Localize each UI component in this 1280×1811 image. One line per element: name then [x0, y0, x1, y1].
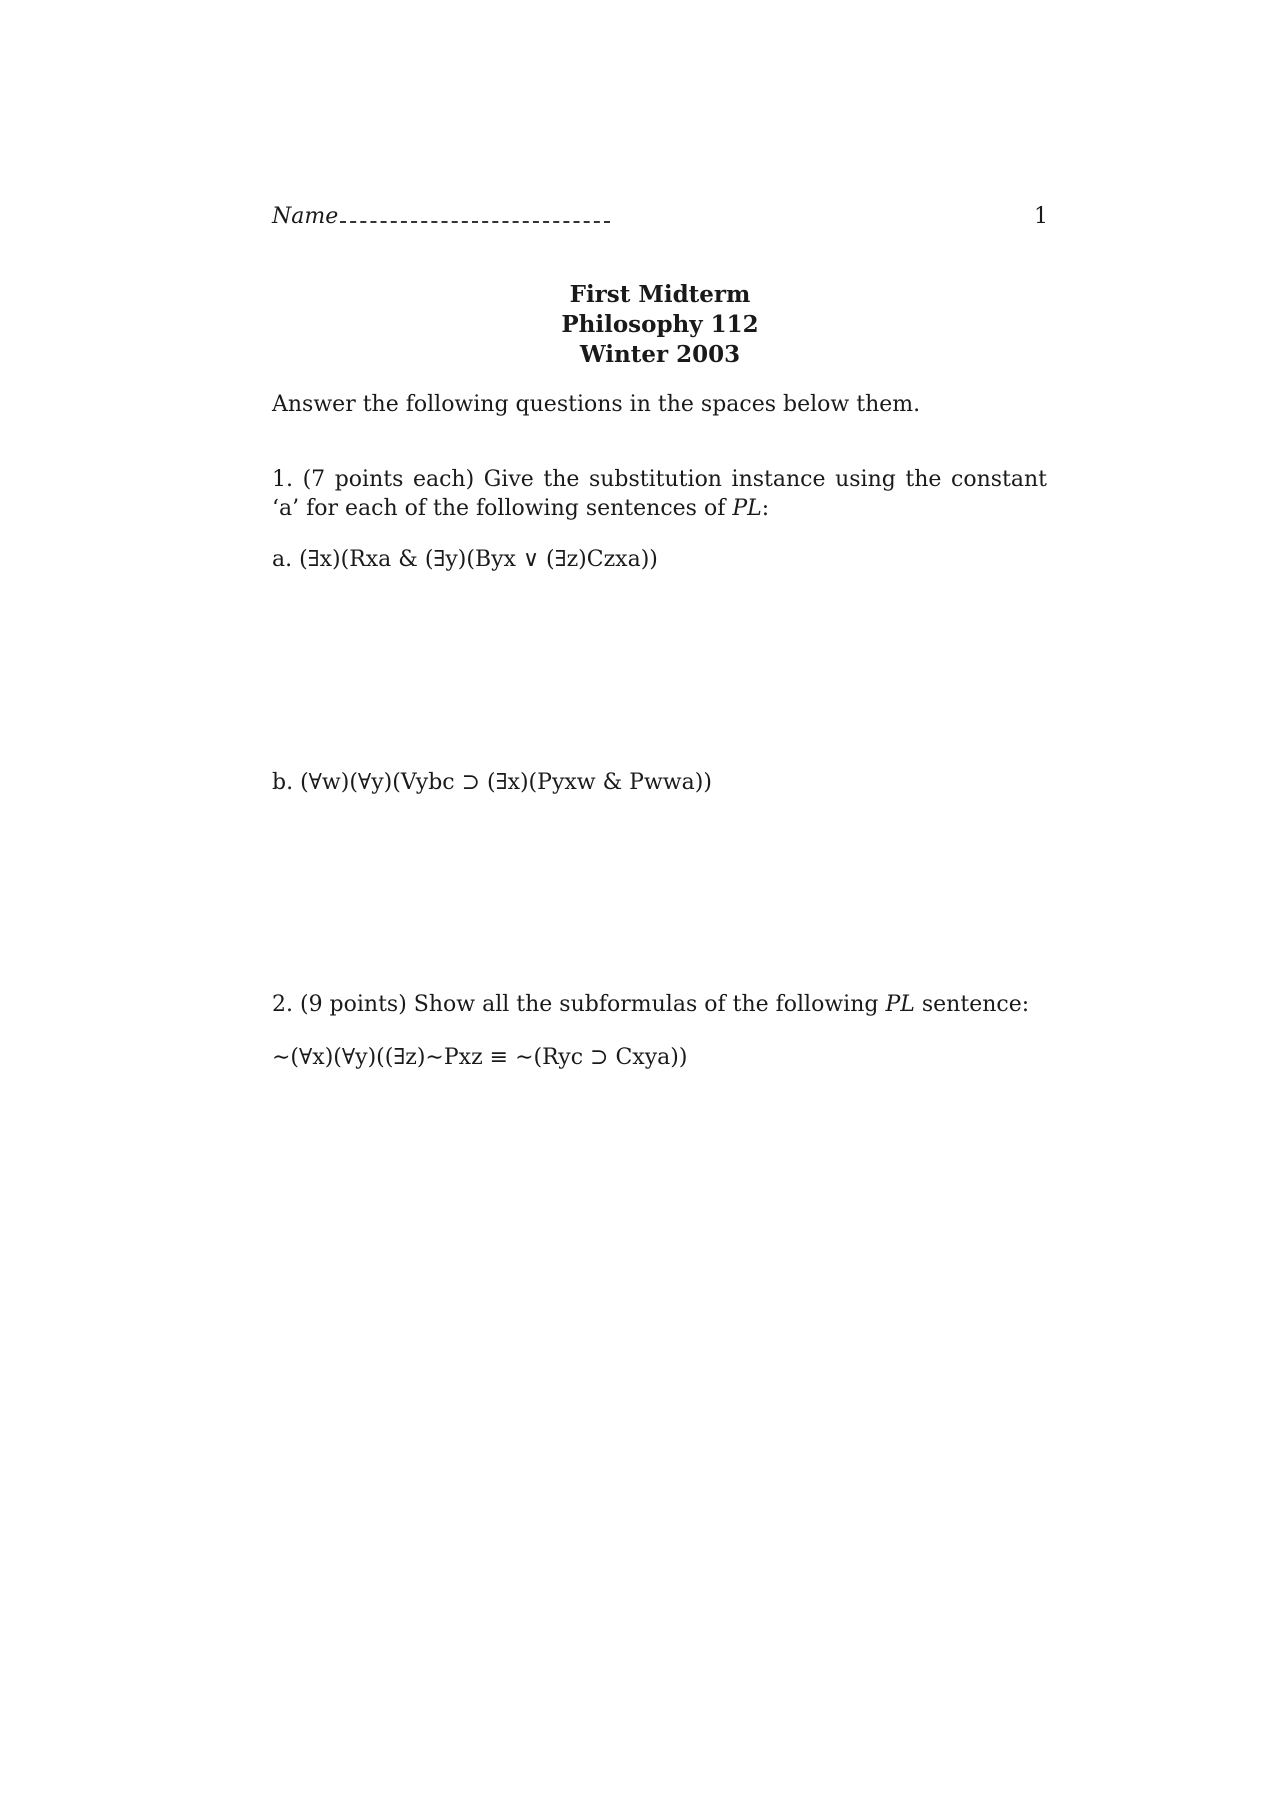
question-1-prompt: 1. (7 points each) Give the substitution instance using the constant ‘a’ for each of the following sentences of PL: — [272, 467, 1047, 521]
instructions: Answer the following questions in the spaces below them. — [272, 392, 921, 417]
name-field — [272, 204, 610, 229]
title-line-2: Philosophy 112 — [561, 311, 759, 338]
pl-term: PL — [732, 496, 762, 521]
page-number: 1 — [1034, 204, 1048, 229]
name-blank-line — [340, 221, 610, 223]
question-2-sentence: ∼(∀x)(∀y)((∃z)∼Pxz ≡ ∼(Ryc ⊃ Cxya)) — [272, 1045, 688, 1070]
pl-term: PL — [885, 992, 915, 1017]
title-line-3: Winter 2003 — [579, 341, 741, 368]
name-label: Name — [272, 204, 339, 229]
question-1a-sentence: a. (∃x)(Rxa & (∃y)(Byx ∨ (∃z)Czxa)) — [272, 547, 658, 572]
title-line-1: First Midterm — [569, 281, 751, 308]
question-2-prompt: 2. (9 points) Show all the subformulas of the following PL sentence: — [272, 992, 1030, 1017]
question-1b-sentence: b. (∀w)(∀y)(Vybc ⊃ (∃x)(Pyxw & Pwwa)) — [272, 770, 712, 795]
exam-title — [0, 280, 1280, 370]
